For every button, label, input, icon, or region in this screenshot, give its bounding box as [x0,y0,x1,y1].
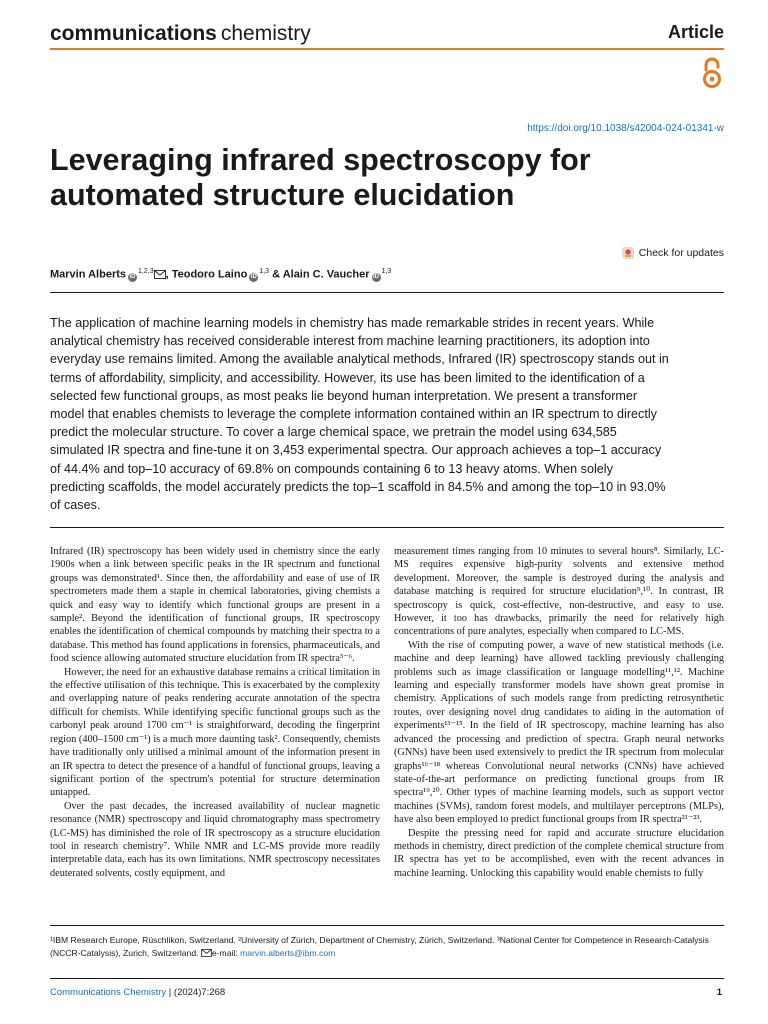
page-number: 1 [716,987,722,998]
journal-name-light: chemistry [220,22,311,45]
open-access-icon[interactable] [700,56,724,90]
author-separator: , [165,268,172,281]
orcid-icon[interactable]: iD [129,273,136,280]
footer-citation [50,987,225,998]
journal-name-bold: communications [50,22,217,45]
email-icon[interactable] [154,270,166,279]
check-for-updates-button[interactable] [622,247,724,259]
footer-journal-link[interactable]: Communications Chemistry [50,987,167,998]
footer-rule [50,978,724,979]
body-paragraph: measurement times ranging from 10 minutes to several hours⁸. Similarly, LC-MS requires expensive high-purity solvents and extensive method development. Moreover, the sample is destroyed during the analysis and database matching is required for structure elucidation⁹,¹⁰. In contrast, IR spectroscopy is quick, cost-effective, non-destructive, and easy to use. However, it too has drawbacks, primarily the need for relatively high concentrations of pure analytes, especially when compared to LC-MS. [394,546,724,638]
header-rule [50,48,724,50]
author-affiliation-sup: 1,3 [259,268,270,275]
author-name[interactable]: Teodoro Laino [171,268,248,281]
email-link[interactable]: marvin.alberts@ibm.com [240,948,336,958]
check-updates-label: Check for updates [638,247,724,259]
body-paragraph: Despite the pressing need for rapid and accurate structure elucidation methods in chemistry, direct prediction of the complete chemical structure from IR spectra has yet to be accomplished, even with the recent advances in machine learning. Unlocking this capability would enable chemists to fully [394,827,724,879]
abstract: The application of machine learning models in chemistry has made remarkable strides in recent years. While analytical chemistry has received considerable interest from machine learning practitioners, its adoption into everyday use remains limited. Among the available analytical methods, Infrared (IR) spectroscopy stands out in terms of affordability, simplicity, and accessibility. However, its use has been limited to the identification of a selected few functional groups, as most peaks lie beyond human interpretation. We present a transformer model that enables chemists to leverage the complete information contained within an IR spectrum to directly predict the molecular structure. To cover a large chemical space, we pretrain the model using 634,585 simulated IR spectra and fine-tune it on 3,453 experimental spectra. Our approach achieves a top–1 accuracy of 44.4% and top–10 accuracy of 69.8% on compounds containing 6 to 13 heavy atoms. When solely predicting scaffolds, the model accurately predicts the top–1 scaffold in 84.5% and among the top–10 in 93.0% of cases. [50,316,669,513]
abstract-top-rule [50,292,724,293]
author-separator: & [269,268,283,281]
article-type-label: Article [667,22,724,42]
abstract-bottom-rule [50,527,724,528]
body-column-left [50,545,380,880]
affiliation-rule [50,925,724,926]
footer-volume: | (2024)7:268 [168,987,226,998]
doi-link[interactable]: https://doi.org/10.1038/s42004-024-01341-w [527,123,724,134]
body-paragraph: However, the need for an exhaustive database remains a critical limitation in the effective utilisation of this technique. This is exacerbated by the complexity and overlapping nature of peaks rendering accurate annotation of the spectra difficult for chemists. While identifying specific functional groups such as the carbonyl peak around 1700 cm⁻¹ is straightforward, decoding the fingerprint region (400–1500 cm⁻¹) is a much more daunting task². Consequently, chemists have traditionally only utilised a minimal amount of the information present in an IR spectra to detect the presence of a handful of functional groups, leaving a significant portion of the spectrum's potential for structure determination untapped. [50,666,380,799]
author-affiliation-sup: 1,3 [381,268,392,275]
check-updates-icon [622,247,634,259]
body-paragraph: Over the past decades, the increased availability of nuclear magnetic resonance (NMR) spectroscopy and liquid chromatography mass spectrometry (LC-MS) has diminished the role of IR spectroscopy as a structure elucidation tool in research chemistry⁷. While NMR and LC-MS provide more readily interpretable data, each has its own limitations. NMR spectroscopy necessitates deuterated solvents, costly equipment, and [50,800,380,879]
email-icon [201,949,212,957]
author-affiliation-sup: 1,2,3 [138,268,154,275]
email-prefix: e-mail: [211,948,238,958]
affiliation-text: ¹IBM Research Europe, Rüschlikon, Switzerland. ²University of Zürich, Department of Chemistry, Zürich, Switzerland. ³National Center for Competence in Research-Catalysis (NCCR-Catalysis), Zurich, Switzerland. [50,935,709,958]
author-name[interactable]: Alain C. Vaucher [282,268,370,281]
body-paragraph: With the rise of computing power, a wave of new statistical methods (i.e. machine and deep learning) have allowed tackling previously challenging problems such as image classification or language modelling¹¹,¹². Machine learning and especially transformer models have shown great promise in chemistry. Applications of such models range from predicting retrosynthetic routes, over designing novel drug candidates to aiding in the automation of experiments¹³⁻¹⁵. In the field of IR spectroscopy, machine learning has also advanced the processing and prediction of spectra. Graph neural networks (GNNs) have been used extensively to predict the IR spectrum from molecular graphs¹⁶⁻¹⁸ whereas Convolutional neural networks (CNNs) have achieved state-of-the-art performance on predicting functional groups from IR spectra¹⁹,²⁰. Other types of machine learning models, such as support vector machines (SVMs), random forest models, and multilayer perceptrons (MLPs), have also been employed to predict functional groups from IR spectra²¹⁻²³. [394,639,724,826]
orcid-icon[interactable]: iD [250,273,257,280]
body-paragraph: Infrared (IR) spectroscopy has been widely used in chemistry since the early 1900s when a link between specific peaks in the IR spectrum and functional groups was demonstrated¹. Since then, the affordability and ease of use of IR spectrometers made them a staple in chemical laboratories, giving chemists a quick and easy way to identify which functional groups are present in a sample². Beyond the identification of functional groups, IR spectroscopy enables the identification of chemical compounds by matching their spectra to a database. This method has found applications in forensics, pharmaceuticals, and food science allowing automated structure elucidation from IR spectra³⁻⁶. [50,546,380,665]
author-name[interactable]: Marvin Alberts [50,268,127,281]
author-list [50,268,391,282]
journal-name [50,20,311,48]
article-title: Leveraging infrared spectroscopy for automated structure elucidation [50,143,591,212]
orcid-icon[interactable]: iD [373,273,379,280]
affiliations [50,934,726,960]
body-column-right [394,545,724,880]
